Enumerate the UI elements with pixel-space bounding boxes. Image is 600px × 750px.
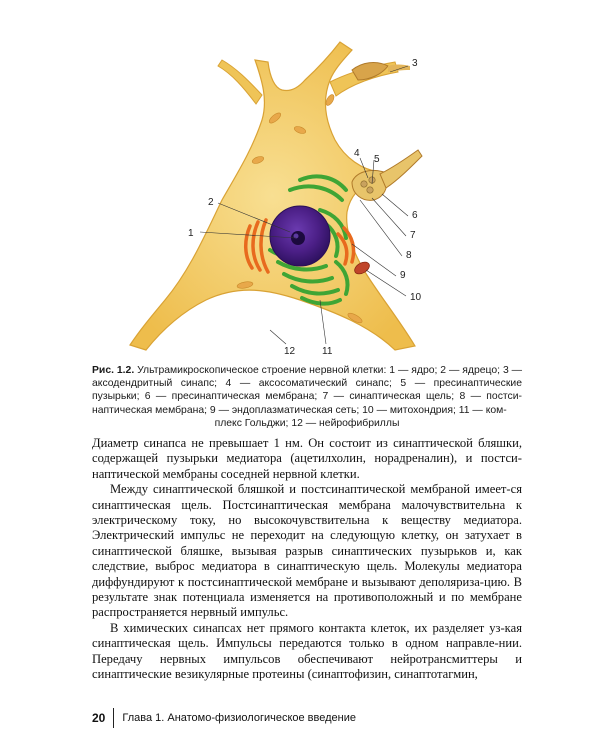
callout-12: 12 xyxy=(284,346,296,357)
callout-2: 2 xyxy=(208,197,214,208)
nucleus xyxy=(270,206,330,266)
caption-line: 3 — аксодендритный синапс; 4 — аксосоматический синапс; 5 — пресинаптические xyxy=(92,365,523,390)
caption-line: пузырьки; 6 — пресинаптическая мембрана; 7 — синаптическая щель; 8 — постси- xyxy=(92,391,522,403)
callout-11: 11 xyxy=(322,346,333,357)
caption-line: плекс Гольджи; 12 — нейрофибриллы xyxy=(214,417,400,429)
caption-line: Ультрамикроскопическое строение нервной клетки: 1 — ядро; 2 — ядрецо; xyxy=(137,365,501,376)
caption-line: наптическая мембрана; 9 — эндоплазматическая сеть; 10 — митохондрия; 11 — ком- xyxy=(92,404,507,416)
callout-5: 5 xyxy=(374,154,380,165)
callout-7: 7 xyxy=(410,230,416,241)
caption-lead: Рис. 1.2. xyxy=(92,365,135,376)
paragraph: В химических синапсах нет прямого контакта клеток, их разделяет уз-кая синаптическая щель. Импульсы передаются только в одном направле-нии. Передачу нервных импульсов обеспечивают нейротрансмиттеры и синаптические везикулярные протеины (синаптофизин, синаптотагмин, xyxy=(92,620,522,682)
footer-divider xyxy=(113,708,114,728)
figure-caption xyxy=(92,364,522,430)
page-number: 20 xyxy=(92,711,106,725)
paragraph: Диаметр синапса не превышает 1 нм. Он состоит из синаптической бляшки, содержащей пузырьки медиатора (ацетилхолин, норадреналин), и постси-наптической мембраны соседней нервной клетки. xyxy=(92,436,522,481)
body-text xyxy=(92,436,522,683)
neuron-illustration xyxy=(0,0,600,360)
callout-8: 8 xyxy=(406,250,412,261)
axodendritic-synapse xyxy=(352,63,410,80)
chapter-title: Глава 1. Анатомо-физиологическое введение xyxy=(122,712,356,724)
axosomatic-synapse xyxy=(352,150,422,200)
callout-9: 9 xyxy=(400,270,406,281)
paragraph: Между синаптической бляшкой и постсинаптической мембраной имеет-ся синаптическая щель. Постсинаптическая мембрана малочувствительна к электрическому току, но высокочувствительна к веществу медиатора. Электрический импульс не переходит на следующую клетку, он затухает в синаптической бляшке, вызывая разрыв синаптических пузырьков и, как следствие, выброс медиатора в синаптическую щель. Молекулы медиатора диффундируют к постсинаптической мембране и вызывают деполяриза-цию. В результате знак потенциала изменяется на противоположный и по мембране распространяется нервный импульс. xyxy=(92,482,522,620)
callout-3: 3 xyxy=(412,58,418,69)
page-footer xyxy=(92,708,356,728)
callout-1: 1 xyxy=(188,228,194,239)
callout-10: 10 xyxy=(410,292,422,303)
callout-6: 6 xyxy=(412,210,418,221)
callout-4: 4 xyxy=(354,148,360,159)
